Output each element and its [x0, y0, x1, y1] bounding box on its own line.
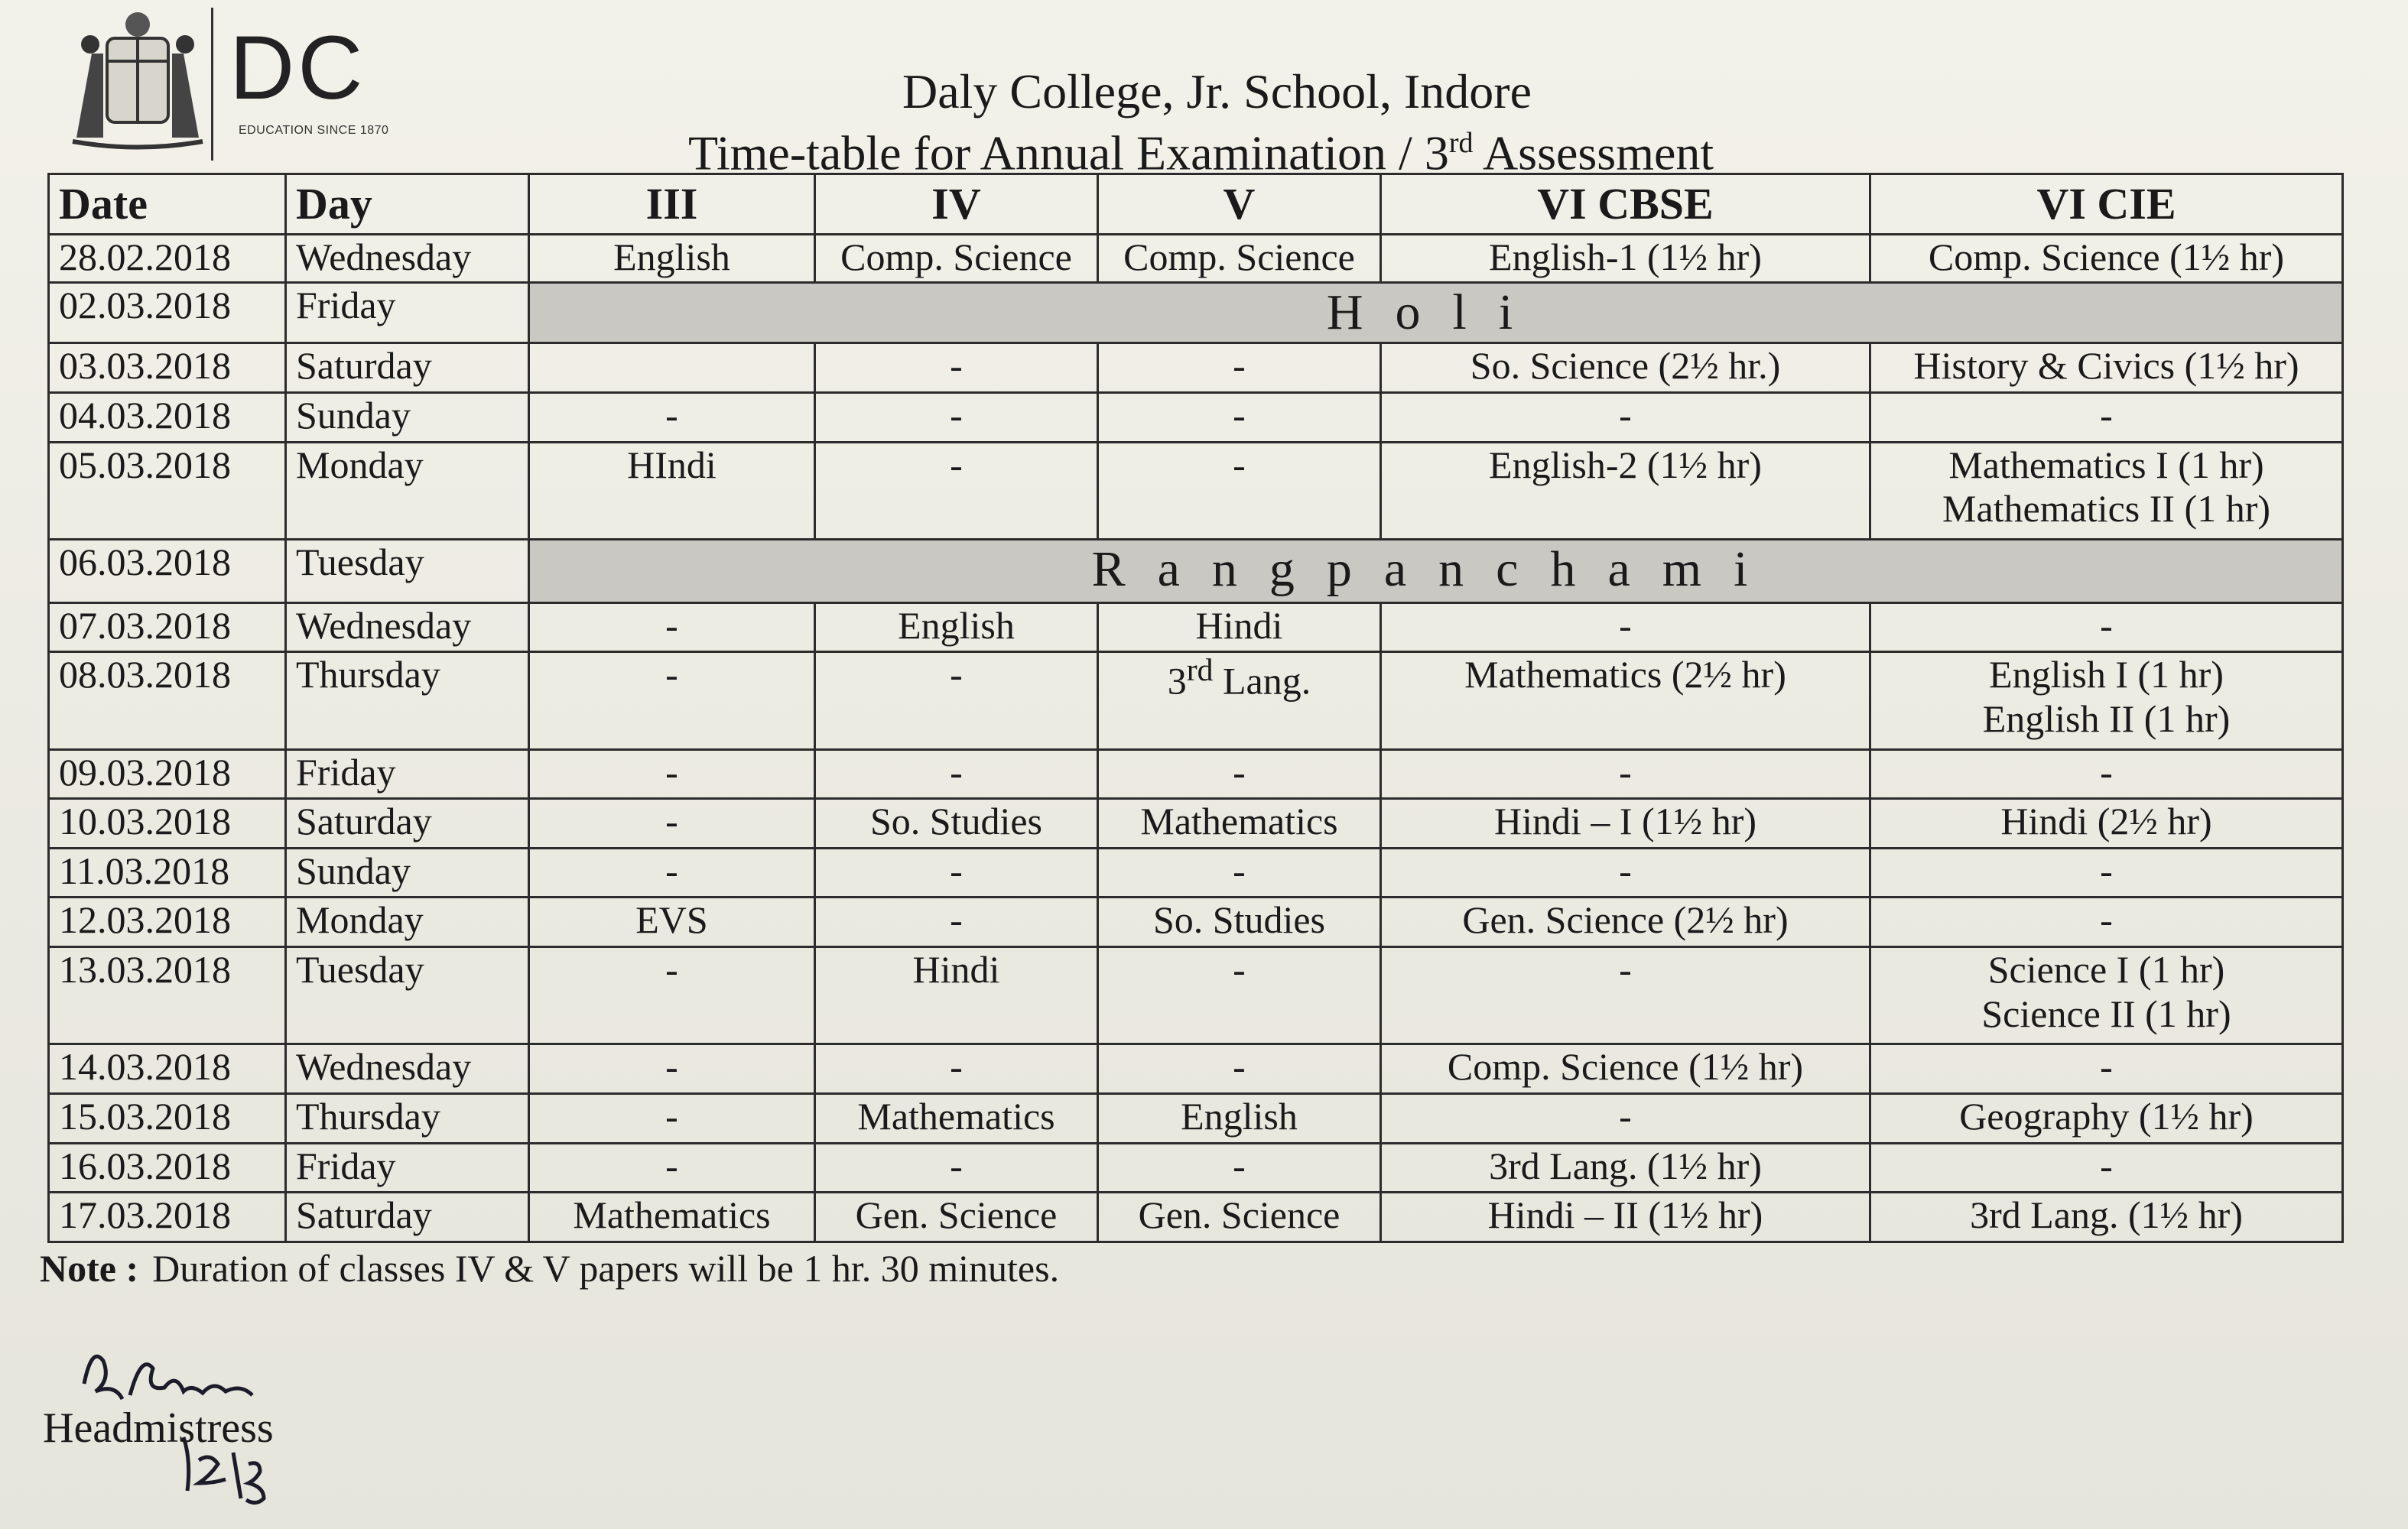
cell-iv: -: [815, 898, 1098, 947]
cell-vi-cie: English I (1 hr) English II (1 hr): [1870, 652, 2343, 749]
cell-vi-cbse: English-2 (1½ hr): [1381, 442, 1870, 539]
cell-day: Sunday: [286, 848, 529, 898]
note-text: Duration of classes IV & V papers will be 1 hr. 30 minutes.: [152, 1247, 1060, 1290]
cell-v: -: [1098, 848, 1381, 898]
table-row: [49, 848, 2343, 898]
cell-vi-cbse: English-1 (1½ hr): [1381, 235, 1870, 283]
cell-date: 15.03.2018: [49, 1094, 286, 1144]
exam-timetable: [47, 173, 2344, 1243]
cell-vi-cie: -: [1870, 602, 2343, 652]
cell-v: -: [1098, 392, 1381, 442]
table-row: [49, 442, 2343, 539]
cell-date: 04.03.2018: [49, 392, 286, 442]
cell-vi-cbse: -: [1381, 602, 1870, 652]
cell-vi-cbse: Gen. Science (2½ hr): [1381, 898, 1870, 947]
cell-vi-cbse: Mathematics (2½ hr): [1381, 652, 1870, 749]
table-row: [49, 898, 2343, 947]
table-row: [49, 602, 2343, 652]
column-header-iii: III: [529, 174, 815, 235]
cell-vi-cie: -: [1870, 749, 2343, 799]
cell-v: -: [1098, 749, 1381, 799]
cell-iv: Hindi: [815, 947, 1098, 1044]
cell-date: 11.03.2018: [49, 848, 286, 898]
cell-vi-cbse: So. Science (2½ hr.): [1381, 343, 1870, 393]
cell-v: 3rd Lang.: [1098, 652, 1381, 749]
cell-date: 12.03.2018: [49, 898, 286, 947]
cell-date: 16.03.2018: [49, 1143, 286, 1193]
cell-vi-cie: Mathematics I (1 hr) Mathematics II (1 hr): [1870, 442, 2343, 539]
cell-vi-cie: 3rd Lang. (1½ hr): [1870, 1193, 2343, 1242]
cell-iii: [529, 343, 815, 393]
signatory-title: Headmistress: [43, 1404, 274, 1452]
cell-vi-cie: -: [1870, 392, 2343, 442]
table-row: [49, 1094, 2343, 1144]
table-row: [49, 1143, 2343, 1193]
cell-iv: -: [815, 442, 1098, 539]
holiday-banner: Rangpanchami: [529, 539, 2343, 602]
cell-vi-cbse: -: [1381, 848, 1870, 898]
cell-day: Monday: [286, 442, 529, 539]
cell-iii: -: [529, 1044, 815, 1094]
cell-iv: So. Studies: [815, 799, 1098, 849]
cell-day: Saturday: [286, 799, 529, 849]
cell-iii: EVS: [529, 898, 815, 947]
table-row: [49, 652, 2343, 749]
cell-date: 08.03.2018: [49, 652, 286, 749]
table-row: [49, 799, 2343, 849]
cell-day: Wednesday: [286, 1044, 529, 1094]
table-row: [49, 1044, 2343, 1094]
cell-vi-cbse: -: [1381, 947, 1870, 1044]
cell-date: 07.03.2018: [49, 602, 286, 652]
logo-divider: [211, 8, 213, 161]
holiday-banner: Holi: [529, 282, 2343, 343]
cell-iv: -: [815, 1143, 1098, 1193]
cell-vi-cie: -: [1870, 848, 2343, 898]
cell-iii: -: [529, 848, 815, 898]
column-header-vi-cie: VI CIE: [1870, 174, 2343, 235]
table-row: [49, 1193, 2343, 1242]
cell-vi-cie: -: [1870, 1143, 2343, 1193]
cell-day: Sunday: [286, 392, 529, 442]
cell-day: Wednesday: [286, 235, 529, 283]
cell-date: 28.02.2018: [49, 235, 286, 283]
cell-iii: English: [529, 235, 815, 283]
note: [40, 1246, 1059, 1290]
cell-vi-cbse: Hindi – II (1½ hr): [1381, 1193, 1870, 1242]
cell-date: 05.03.2018: [49, 442, 286, 539]
cell-day: Saturday: [286, 343, 529, 393]
cell-vi-cie: Comp. Science (1½ hr): [1870, 235, 2343, 283]
cell-iv: Gen. Science: [815, 1193, 1098, 1242]
column-header-vi-cbse: VI CBSE: [1381, 174, 1870, 235]
column-header-day: Day: [286, 174, 529, 235]
cell-v: -: [1098, 343, 1381, 393]
school-crest-logo: [61, 8, 214, 153]
cell-date: 13.03.2018: [49, 947, 286, 1044]
cell-iv: Mathematics: [815, 1094, 1098, 1144]
cell-iii: -: [529, 652, 815, 749]
cell-iv: -: [815, 652, 1098, 749]
table-row: [49, 749, 2343, 799]
cell-iv: -: [815, 749, 1098, 799]
cell-vi-cie: Geography (1½ hr): [1870, 1094, 2343, 1144]
cell-iv: English: [815, 602, 1098, 652]
cell-iii: -: [529, 392, 815, 442]
cell-vi-cbse: Comp. Science (1½ hr): [1381, 1044, 1870, 1094]
cell-day: Friday: [286, 1143, 529, 1193]
cell-iii: -: [529, 947, 815, 1044]
cell-day: Tuesday: [286, 539, 529, 602]
cell-v: Gen. Science: [1098, 1193, 1381, 1242]
cell-date: 06.03.2018: [49, 539, 286, 602]
cell-vi-cie: History & Civics (1½ hr): [1870, 343, 2343, 393]
cell-vi-cie: Science I (1 hr) Science II (1 hr): [1870, 947, 2343, 1044]
school-name: Daly College, Jr. School, Indore: [902, 64, 1532, 118]
cell-v: Comp. Science: [1098, 235, 1381, 283]
table-row: [49, 947, 2343, 1044]
cell-iii: -: [529, 749, 815, 799]
document-title: Time-table for Annual Examination / 3rd Assessment: [688, 125, 1714, 180]
cell-iii: -: [529, 602, 815, 652]
cell-day: Wednesday: [286, 602, 529, 652]
cell-vi-cie: -: [1870, 1044, 2343, 1094]
cell-day: Friday: [286, 282, 529, 343]
note-label: Note :: [40, 1247, 139, 1290]
logo-wordmark: DC: [229, 18, 366, 118]
cell-iii: -: [529, 1143, 815, 1193]
cell-day: Thursday: [286, 1094, 529, 1144]
cell-iv: -: [815, 392, 1098, 442]
table-header-row: [49, 174, 2343, 235]
table-row-holiday: [49, 539, 2343, 602]
cell-vi-cie: -: [1870, 898, 2343, 947]
cell-day: Tuesday: [286, 947, 529, 1044]
column-header-iv: IV: [815, 174, 1098, 235]
cell-v: -: [1098, 947, 1381, 1044]
cell-iii: -: [529, 799, 815, 849]
logo-tagline: EDUCATION SINCE 1870: [239, 124, 389, 137]
table-row: [49, 343, 2343, 393]
column-header-date: Date: [49, 174, 286, 235]
cell-day: Saturday: [286, 1193, 529, 1242]
cell-vi-cbse: 3rd Lang. (1½ hr): [1381, 1143, 1870, 1193]
table-row: [49, 235, 2343, 283]
cell-date: 03.03.2018: [49, 343, 286, 393]
cell-v: English: [1098, 1094, 1381, 1144]
cell-v: Hindi: [1098, 602, 1381, 652]
cell-iv: -: [815, 343, 1098, 393]
cell-iv: Comp. Science: [815, 235, 1098, 283]
cell-vi-cie: Hindi (2½ hr): [1870, 799, 2343, 849]
cell-day: Friday: [286, 749, 529, 799]
cell-date: 17.03.2018: [49, 1193, 286, 1242]
cell-day: Thursday: [286, 652, 529, 749]
cell-iv: -: [815, 848, 1098, 898]
table-row-holiday: [49, 282, 2343, 343]
cell-vi-cbse: Hindi – I (1½ hr): [1381, 799, 1870, 849]
cell-vi-cbse: -: [1381, 392, 1870, 442]
table-row: [49, 392, 2343, 442]
cell-date: 10.03.2018: [49, 799, 286, 849]
cell-v: -: [1098, 1044, 1381, 1094]
cell-vi-cbse: -: [1381, 749, 1870, 799]
cell-v: -: [1098, 1143, 1381, 1193]
cell-iii: -: [529, 1094, 815, 1144]
cell-vi-cbse: -: [1381, 1094, 1870, 1144]
cell-iv: -: [815, 1044, 1098, 1094]
cell-day: Monday: [286, 898, 529, 947]
column-header-v: V: [1098, 174, 1381, 235]
cell-v: So. Studies: [1098, 898, 1381, 947]
cell-date: 09.03.2018: [49, 749, 286, 799]
cell-v: -: [1098, 442, 1381, 539]
cell-iii: HIndi: [529, 442, 815, 539]
cell-date: 14.03.2018: [49, 1044, 286, 1094]
cell-v: Mathematics: [1098, 799, 1381, 849]
cell-date: 02.03.2018: [49, 282, 286, 343]
cell-iii: Mathematics: [529, 1193, 815, 1242]
